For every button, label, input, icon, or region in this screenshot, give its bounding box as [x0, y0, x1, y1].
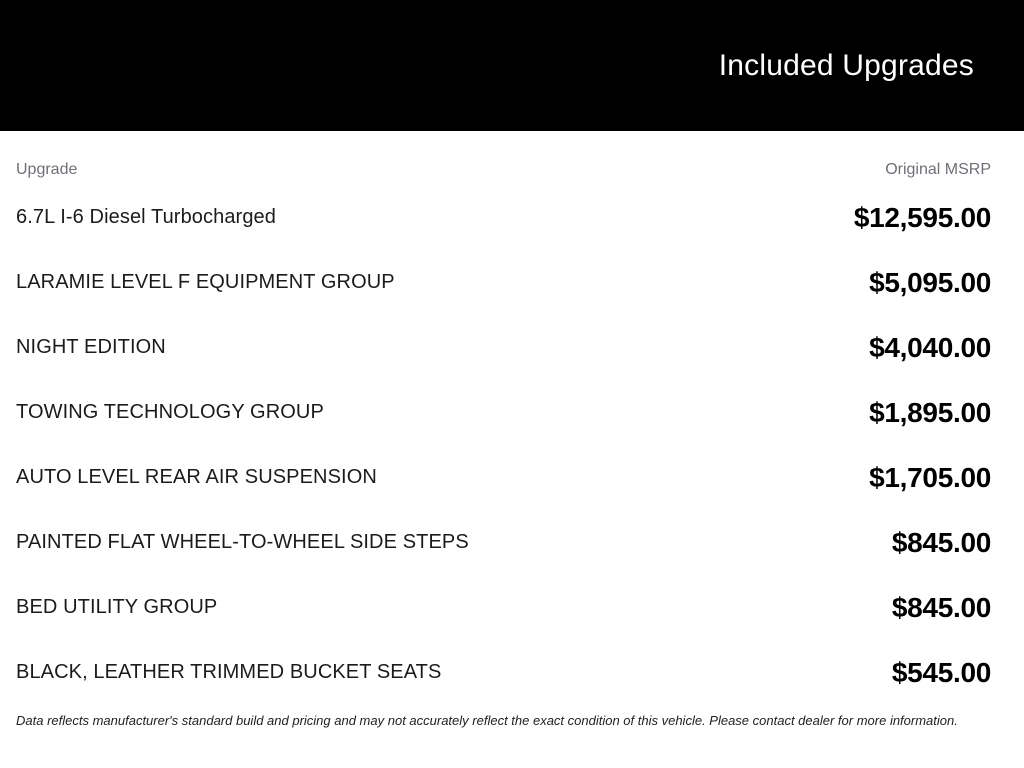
upgrade-msrp: $1,705.00	[869, 461, 991, 493]
upgrade-name: NIGHT EDITION	[16, 336, 166, 358]
upgrade-name: LARAMIE LEVEL F EQUIPMENT GROUP	[16, 271, 395, 293]
table-row	[16, 640, 991, 705]
upgrades-table	[0, 131, 1024, 768]
table-row	[16, 575, 991, 640]
upgrade-msrp: $1,895.00	[869, 396, 991, 428]
upgrade-name: BED UTILITY GROUP	[16, 596, 218, 618]
upgrade-msrp: $845.00	[891, 591, 991, 623]
table-row	[16, 185, 991, 250]
table-row	[16, 315, 991, 380]
upgrade-name: TOWING TECHNOLOGY GROUP	[16, 401, 324, 423]
upgrade-name: PAINTED FLAT WHEEL-TO-WHEEL SIDE STEPS	[16, 531, 469, 553]
table-row	[16, 250, 991, 315]
upgrade-name: AUTO LEVEL REAR AIR SUSPENSION	[16, 466, 377, 488]
page-title: Included Upgrades	[718, 48, 974, 82]
column-header-msrp: Original MSRP	[885, 161, 991, 178]
upgrade-name: BLACK, LEATHER TRIMMED BUCKET SEATS	[16, 661, 442, 683]
upgrade-msrp: $12,595.00	[853, 201, 991, 233]
table-row	[16, 445, 991, 510]
table-header-row	[16, 155, 991, 185]
panel-header	[0, 0, 1024, 131]
upgrade-name: 6.7L I-6 Diesel Turbocharged	[16, 206, 276, 228]
table-row	[16, 510, 991, 575]
pricing-disclaimer: Data reflects manufacturer's standard build and pricing and may not accurately reflect the exact condition of this vehicle. Please contact dealer for more information.	[16, 713, 958, 728]
upgrade-msrp: $545.00	[891, 656, 991, 688]
upgrade-msrp: $845.00	[891, 526, 991, 558]
upgrade-msrp: $4,040.00	[869, 331, 991, 363]
table-row	[16, 380, 991, 445]
column-header-upgrade: Upgrade	[16, 161, 78, 178]
upgrade-msrp: $5,095.00	[869, 266, 991, 298]
